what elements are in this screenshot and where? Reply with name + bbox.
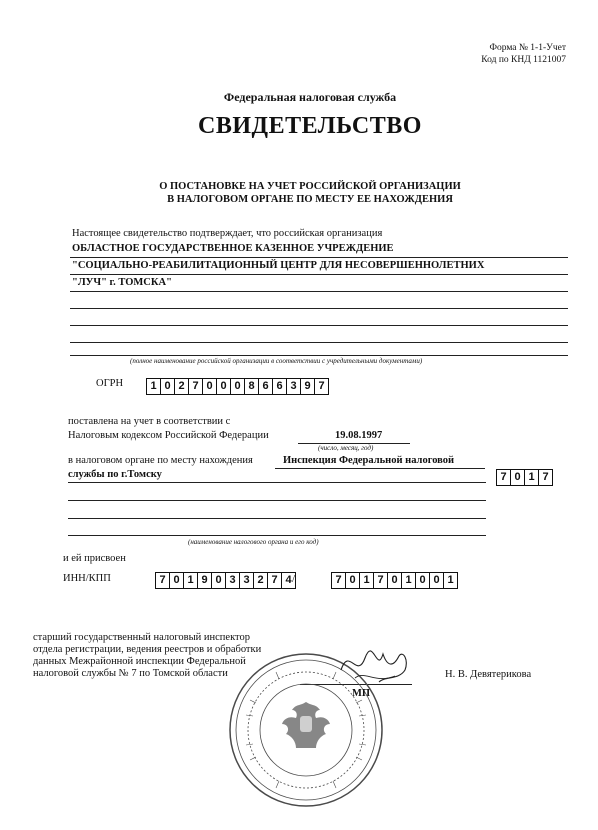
registration-line1: поставлена на учет в соответствии с: [68, 416, 231, 427]
ogrn-digit: 0: [231, 379, 245, 394]
ogrn-digit: 9: [301, 379, 315, 394]
kpp-digit: 1: [402, 573, 416, 588]
kpp-digit: 0: [346, 573, 360, 588]
kpp-digit: 7: [374, 573, 388, 588]
signatory-name: Н. В. Девятерикова: [445, 669, 532, 680]
inn-digit: 0: [212, 573, 226, 588]
subtitle-line1: О ПОСТАНОВКЕ НА УЧЕТ РОССИЙСКОЙ ОРГАНИЗАЦИИ: [159, 181, 461, 192]
ogrn-digit: 2: [175, 379, 189, 394]
authority-line2: службы по г.Томску: [68, 469, 162, 480]
kpp-digit: 1: [447, 574, 454, 586]
kpp-digit: 0: [388, 573, 402, 588]
org-name-caption: (полное наименование российской организации в соответствии с учредительными документами): [130, 357, 423, 365]
inn-digit: 2: [254, 573, 268, 588]
position-line4: налоговой службы № 7 по Томской области: [33, 668, 228, 679]
authority-code-digit: 7: [542, 471, 549, 483]
ogrn-digit: 7: [189, 379, 203, 394]
document-title: СВИДЕТЕЛЬСТВО: [198, 113, 422, 139]
ogrn-digit: 3: [287, 379, 301, 394]
authority-code-cells: [496, 469, 553, 486]
kpp-digit: 0: [416, 573, 430, 588]
date-caption: (число, месяц, год): [318, 444, 374, 452]
form-number: Форма № 1-1-Учет: [489, 43, 566, 53]
authority-code-digit: 1: [525, 470, 539, 485]
org-name-line3: "ЛУЧ" г. ТОМСКА": [72, 277, 172, 288]
authority-code-digit: 0: [511, 470, 525, 485]
ogrn-digit: 8: [245, 379, 259, 394]
form-code-block: [481, 42, 566, 66]
inn-digit: 9: [198, 573, 212, 588]
inn-cells: [155, 572, 296, 589]
document-subtitle: [0, 180, 598, 206]
assigned-text: и ей присвоен: [63, 553, 126, 564]
authority-caption: (наименование налогового органа и его код): [188, 538, 319, 546]
inn-kpp-slash: /: [292, 573, 296, 585]
ogrn-digit: 0: [203, 379, 217, 394]
inn-digit: 0: [170, 573, 184, 588]
org-name-line1: ОБЛАСТНОЕ ГОСУДАРСТВЕННОЕ КАЗЕННОЕ УЧРЕЖДЕНИЕ: [72, 243, 394, 254]
position-line1: старший государственный налоговый инспектор: [33, 632, 251, 643]
inn-digit: 4: [285, 574, 292, 586]
position-line2: отдела регистрации, ведения реестров и обработки: [33, 644, 262, 655]
intro-text: Настоящее свидетельство подтверждает, что российская организация: [72, 228, 383, 239]
service-name: Федеральная налоговая служба: [223, 90, 397, 104]
org-name-line2: "СОЦИАЛЬНО-РЕАБИЛИТАЦИОННЫЙ ЦЕНТР ДЛЯ НЕСОВЕРШЕННОЛЕТНИХ: [72, 260, 485, 271]
inn-digit: 7: [156, 573, 170, 588]
subtitle-line2: В НАЛОГОВОМ ОРГАНЕ ПО МЕСТУ ЕЕ НАХОЖДЕНИЯ: [167, 194, 453, 205]
kpp-digit: 0: [430, 573, 444, 588]
ogrn-digit: 7: [318, 380, 325, 392]
inn-kpp-label: ИНН/КПП: [63, 573, 111, 584]
ogrn-digit: 6: [259, 379, 273, 394]
kpp-cells: [331, 572, 458, 589]
ogrn-digit: 6: [273, 379, 287, 394]
ogrn-cells: [146, 378, 329, 395]
inn-digit: 3: [240, 573, 254, 588]
inn-digit: 3: [226, 573, 240, 588]
inn-digit: 1: [184, 573, 198, 588]
registration-date: 19.08.1997: [335, 430, 383, 441]
position-line3: данных Межрайонной инспекции Федеральной: [33, 656, 246, 667]
registration-line3: в налоговом органе по месту нахождения: [68, 455, 253, 466]
ogrn-digit: 0: [217, 379, 231, 394]
ogrn-digit: 1: [147, 379, 161, 394]
kpp-digit: 7: [332, 573, 346, 588]
kpp-digit: 1: [360, 573, 374, 588]
registration-line2: Налоговым кодексом Российской Федерации: [68, 430, 269, 441]
authority-line1: Инспекция Федеральной налоговой: [283, 455, 455, 466]
ogrn-digit: 0: [161, 379, 175, 394]
authority-code-digit: 7: [497, 470, 511, 485]
knd-code: Код по КНД 1121007: [481, 55, 566, 65]
inn-digit: 7: [268, 573, 282, 588]
ogrn-label: ОГРН: [96, 378, 124, 389]
stamp-mark-label: МП: [352, 688, 371, 699]
signature-icon: [335, 640, 415, 690]
